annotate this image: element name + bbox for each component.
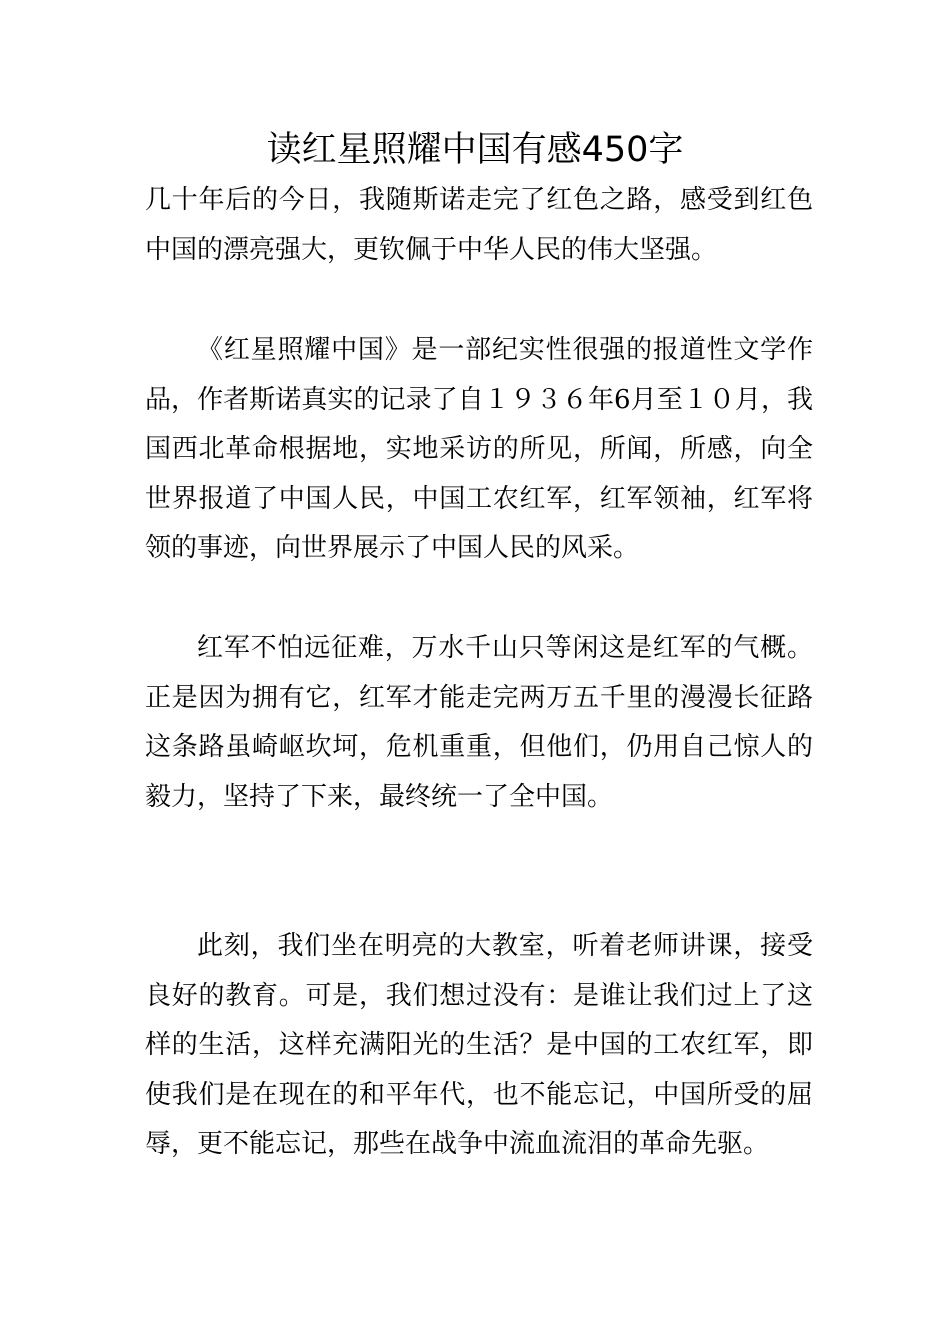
- paragraph-4: 此刻，我们坐在明亮的大教室，听着老师讲课，接受良好的教育。可是，我们想过没有：是谁让我们过上了这样的生活，这样充满阳光的生活？是中国的工农红军，即使我们是在现在的和平年代，也不能忘记，中国所受的屈辱，更不能忘记，那些在战争中流血流泪的革命先驱。: [145, 931, 813, 1159]
- paragraph-3: 红军不怕远征难，万水千山只等闲这是红军的气概。正是因为拥有它，红军才能走完两万五千里的漫漫长征路这条路虽崎岖坎坷，危机重重，但他们，仍用自己惊人的毅力，坚持了下来，最终统一了全中国。: [145, 633, 813, 812]
- page-title: 读红星照耀中国有感450字: [266, 130, 684, 170]
- paragraph-2: 《红星照耀中国》是一部纪实性很强的报道性文学作品，作者斯诺真实的记录了自１９３６年6月至１０月，我国西北革命根据地，实地采访的所见，所闻，所感，向全世界报道了中国人民，中国工农红军，红军领袖，红军将领的事迹，向世界展示了中国人民的风采。: [145, 335, 813, 563]
- paragraph-1: 几十年后的今日，我随斯诺走完了红色之路，感受到红色中国的漂亮强大，更钦佩于中华人民的伟大坚强。: [145, 185, 813, 265]
